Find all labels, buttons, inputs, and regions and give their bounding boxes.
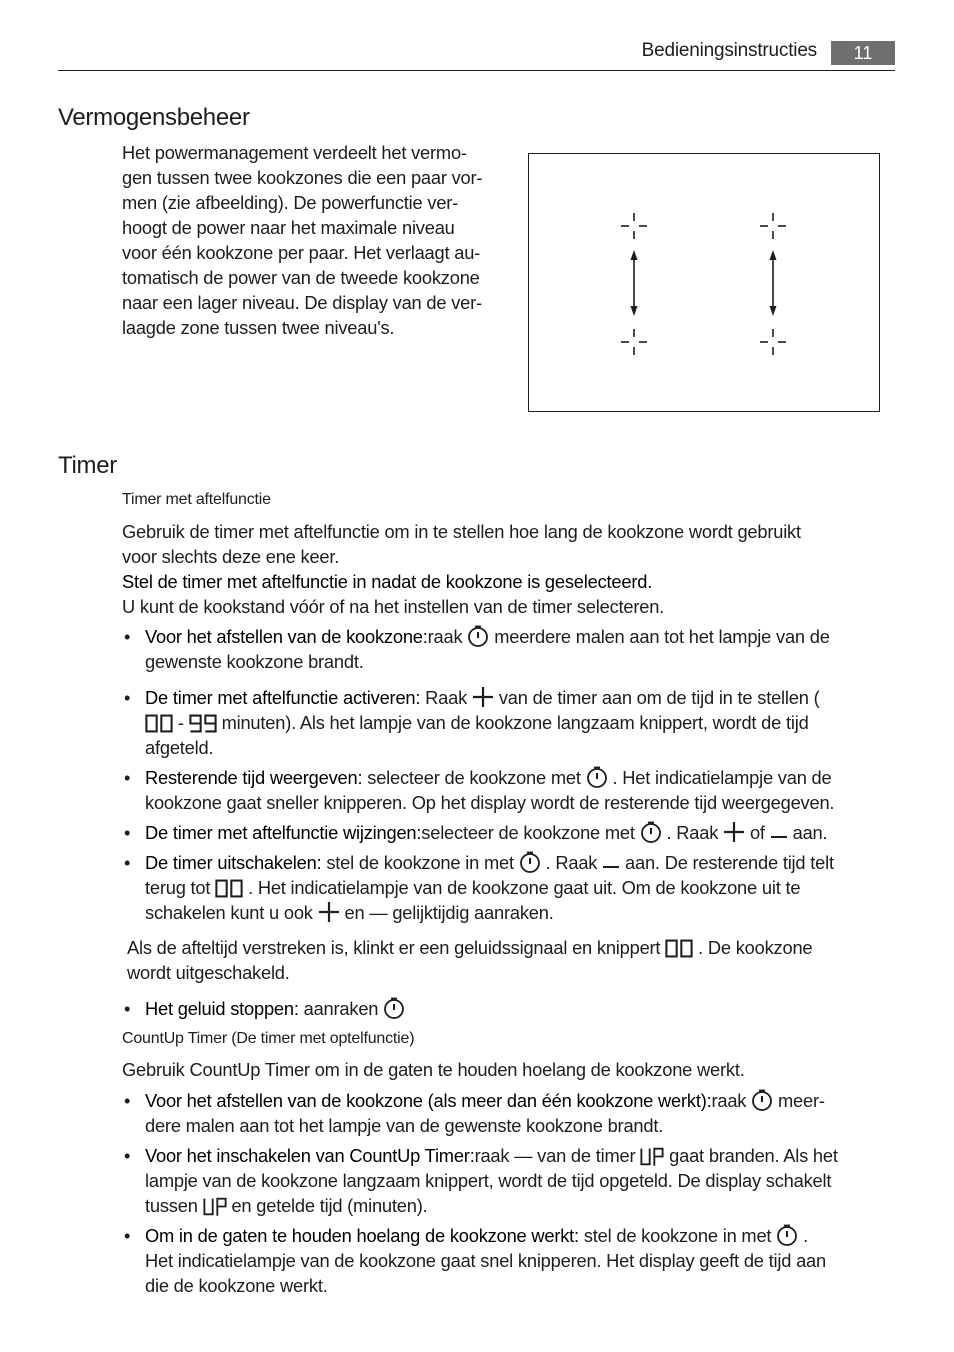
cooking-zone-pairs-diagram: [529, 154, 881, 413]
bullet-lead: De timer uitschakelen:: [145, 852, 322, 873]
timer-icon: [467, 625, 489, 647]
section-heading-timer: Timer: [58, 452, 117, 479]
bullet-text: gewenste kookzone brandt.: [145, 651, 364, 672]
minus-icon: [770, 829, 788, 839]
bullet-text: terug tot: [145, 877, 211, 898]
plus-icon: [318, 901, 340, 923]
intro-line: voor slechts deze ene keer.: [122, 546, 340, 567]
bullet-text: .: [803, 1225, 808, 1246]
power-line: naar een lager niveau. De display van de ver-: [122, 292, 482, 313]
zone-marker-left-bottom: [621, 329, 647, 355]
bullet-text: schakelen kunt u ook: [145, 902, 313, 923]
bullet-lead: Om in de gaten te houden hoelang de kookzone werkt:: [145, 1225, 579, 1246]
bullet-text: selecteer de kookzone met: [367, 767, 581, 788]
countup-intro: Gebruik CountUp Timer om in de gaten te houden hoelang de kookzone werkt.: [122, 1059, 745, 1080]
power-line: laagde zone tussen twee niveau's.: [122, 317, 395, 338]
list-item: [122, 850, 892, 925]
minus-icon: [602, 859, 620, 869]
display-up-icon: [640, 1147, 664, 1166]
running-header: Bedieningsinstructies: [641, 40, 817, 61]
list-item: [122, 1088, 892, 1138]
intro-line: U kunt de kookstand vóór of na het instellen van de timer selecteren.: [122, 596, 665, 617]
bullet-text: kookzone gaat sneller knipperen. Op het display wordt de resterende tijd weergegeven.: [145, 792, 835, 813]
intro-line: Gebruik de timer met aftelfunctie om in te stellen hoe lang de kookzone wordt gebruikt: [122, 521, 801, 542]
bullet-text: of: [749, 822, 765, 843]
power-pair-figure: [528, 153, 880, 412]
power-line: tomatisch de power van de tweede kookzone: [122, 267, 480, 288]
display-up-icon: [203, 1197, 227, 1216]
bullet-text: lampje van de kookzone langzaam knippert, wordt de tijd opgeteld. De display schakelt: [145, 1170, 832, 1191]
bullet-text: aan.: [792, 822, 828, 843]
bullet-text: aan. De resterende tijd telt: [625, 852, 834, 873]
timer-icon: [776, 1224, 798, 1246]
expiry-text: . De kookzone: [698, 937, 813, 958]
subheading-countup: CountUp Timer (De timer met optelfunctie): [122, 1030, 415, 1047]
intro-line-emphasis: Stel de timer met aftelfunctie in nadat de kookzone is geselecteerd.: [122, 571, 653, 592]
bullet-text: van de timer aan om de tijd in te stellen (: [498, 687, 820, 708]
bullet-lead: De timer met aftelfunctie activeren:: [145, 687, 421, 708]
bullet-text: afgeteld.: [145, 737, 214, 758]
header-rule: [58, 70, 895, 71]
bullet-text: aanraken: [303, 998, 379, 1019]
bullet-lead: Voor het afstellen van de kookzone (als meer dan één kookzone werkt):: [145, 1090, 712, 1111]
bullet-text: stel de kookzone in met: [583, 1225, 772, 1246]
bullet-text: en — gelijktijdig aanraken.: [344, 902, 554, 923]
bullet-text: . Raak: [666, 822, 719, 843]
bullet-text: . Het indicatielampje van de: [612, 767, 832, 788]
plus-icon: [723, 821, 745, 843]
display-00-icon: [665, 939, 693, 958]
bullet-text: tussen: [145, 1195, 198, 1216]
power-line: men (zie afbeelding). De powerfunctie ver-: [122, 192, 459, 213]
bullet-text: . Raak: [545, 852, 598, 873]
bullet-text: gaat branden. Als het: [669, 1145, 838, 1166]
bullet-lead: Het geluid stoppen:: [145, 998, 299, 1019]
plus-icon: [472, 686, 494, 708]
timer-icon: [751, 1089, 773, 1111]
section-heading-power: Vermogensbeheer: [58, 104, 250, 131]
bullet-text: minuten). Als het lampje van de kookzone langzaam knippert, wordt de tijd: [221, 712, 809, 733]
zone-marker-left-top: [621, 213, 647, 239]
list-item: [122, 765, 892, 815]
bullet-text: raak — van de timer: [474, 1145, 636, 1166]
timer-icon: [383, 997, 405, 1019]
power-line: voor één kookzone per paar. Het verlaagt au-: [122, 242, 481, 263]
timer-icon: [640, 821, 662, 843]
timer-icon: [586, 766, 608, 788]
bullet-text: . Het indicatielampje van de kookzone gaat uit. Om de kookzone uit te: [248, 877, 801, 898]
bullet-text: Het indicatielampje van de kookzone gaat snel knipperen. Het display geeft de tijd aan: [145, 1250, 826, 1271]
zone-marker-right-bottom: [760, 329, 786, 355]
countdown-intro: [122, 519, 892, 619]
bullet-text: meer-: [778, 1090, 825, 1111]
power-line: Het powermanagement verdeelt het vermo-: [122, 142, 467, 163]
expiry-text: Als de afteltijd verstreken is, klinkt er een geluidssignaal en knippert: [127, 937, 661, 958]
bullet-text: stel de kookzone in met: [326, 852, 514, 873]
list-item: [122, 624, 892, 674]
list-item: [122, 820, 892, 845]
bullet-text: en getelde tijd (minuten).: [231, 1195, 428, 1216]
list-item: [122, 1143, 892, 1218]
list-item: [122, 685, 892, 760]
zone-marker-right-top: [760, 213, 786, 239]
display-00-icon: [215, 879, 243, 898]
bullet-lead: De timer met aftelfunctie wijzingen:: [145, 822, 422, 843]
power-line: gen tussen twee kookzones die een paar vor-: [122, 167, 483, 188]
timer-icon: [519, 851, 541, 873]
bullet-text: meerdere malen aan tot het lampje van de: [494, 626, 830, 647]
display-00-icon: [145, 714, 173, 733]
list-item: [122, 1223, 892, 1298]
subheading-countdown: Timer met aftelfunctie: [122, 491, 271, 508]
expiry-text: wordt uitgeschakeld.: [127, 962, 290, 983]
bullet-text: -: [177, 712, 184, 733]
power-line: hoogt de power naar het maximale niveau: [122, 217, 455, 238]
bullet-text: raak: [711, 1090, 747, 1111]
bullet-text: die de kookzone werkt.: [145, 1275, 328, 1296]
bullet-lead: Resterende tijd weergeven:: [145, 767, 363, 788]
display-99-icon: [189, 714, 217, 733]
page-number: 11: [831, 41, 895, 65]
expiry-paragraph: [127, 935, 892, 985]
bullet-text: dere malen aan tot het lampje van de gewenste kookzone brandt.: [145, 1115, 664, 1136]
bullet-text: Raak: [425, 687, 468, 708]
bullet-lead: Voor het afstellen van de kookzone:: [145, 626, 428, 647]
power-paragraph: [122, 140, 512, 340]
bullet-lead: Voor het inschakelen van CountUp Timer:: [145, 1145, 475, 1166]
bullet-text: raak: [427, 626, 463, 647]
list-item: [122, 996, 892, 1021]
bullet-text: selecteer de kookzone met: [421, 822, 635, 843]
